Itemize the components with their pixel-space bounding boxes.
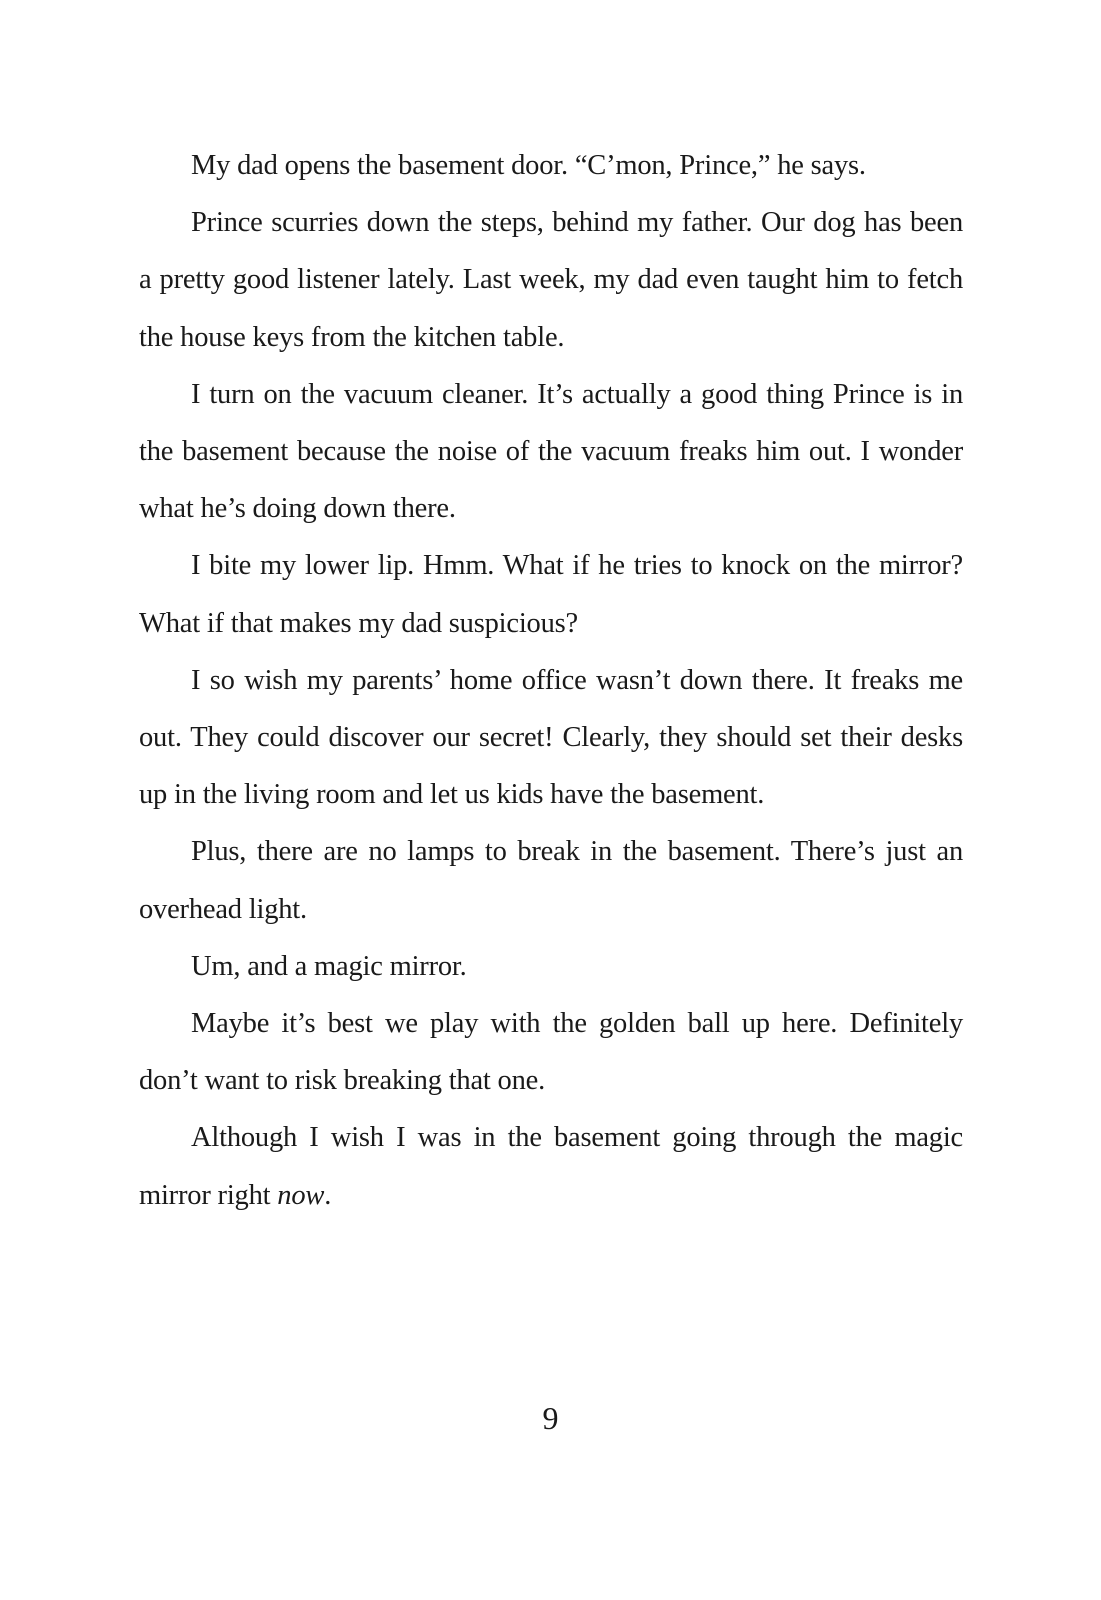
paragraph-text-end: . — [324, 1179, 332, 1211]
paragraph: Prince scurries down the steps, behind my father. Our dog has been a pretty good listener lately. Last week, my dad even taught him to fetch the house keys from the kitchen table. — [139, 207, 963, 353]
page-body — [139, 137, 963, 1224]
paragraph: I bite my lower lip. Hmm. What if he tries to knock on the mirror? What if that makes my dad suspicious? — [139, 550, 963, 639]
page-number: 9 — [542, 1400, 559, 1436]
paragraph: Um, and a magic mirror. — [191, 950, 467, 982]
paragraph: My dad opens the basement door. “C’mon, Prince,” he says. — [191, 150, 866, 181]
paragraph: I so wish my parents’ home office wasn’t down there. It freaks me out. They could discover our secret! Clearly, they should set their desks up in the living room and let us kids have the basement. — [139, 664, 963, 811]
paragraph-text: Although I wish I was in the basement going through the magic mirror right — [139, 1122, 963, 1211]
paragraph: I turn on the vacuum cleaner. It’s actually a good thing Prince is in the basement because the noise of the vacuum freaks him out. I wonder what he’s doing down there. — [139, 378, 963, 525]
paragraph: Plus, there are no lamps to break in the basement. There’s just an overhead light. — [139, 836, 963, 925]
emphasized-word: now — [277, 1179, 325, 1211]
paragraph-final — [139, 1109, 963, 1223]
paragraph: Maybe it’s best we play with the golden ball up here. Definitely don’t want to risk breaking that one. — [139, 1008, 963, 1097]
